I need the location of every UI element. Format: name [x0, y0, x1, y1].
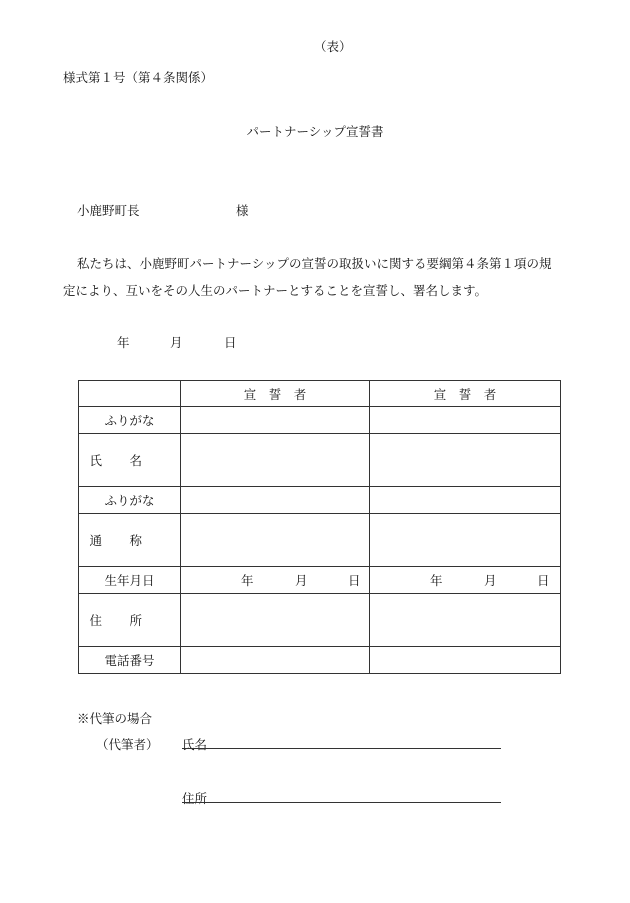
- declarant1-address-field[interactable]: [181, 594, 370, 647]
- declarant1-alias-furigana-field[interactable]: [181, 487, 370, 514]
- furigana-row: [79, 407, 561, 434]
- alias-furigana-row: [79, 487, 561, 514]
- declarant2-header: 宣 誓 者: [370, 381, 561, 407]
- proxy-name-field[interactable]: [182, 748, 501, 749]
- address-row: [79, 594, 561, 647]
- proxy-name-label: 氏名: [182, 737, 208, 752]
- declarant1-birth-year-label: 年: [241, 573, 254, 588]
- page-side-label: （表）: [314, 39, 352, 54]
- proxy-address-label: 住所: [182, 791, 208, 806]
- declarant1-birth-month-label: 月: [295, 573, 308, 588]
- addressee-name: 小鹿野町長: [77, 203, 140, 218]
- declarant-table: [78, 380, 561, 674]
- declarant1-alias-field[interactable]: [181, 514, 370, 567]
- declarant1-birth-day-label: 日: [348, 573, 361, 588]
- birthdate-row: [79, 567, 561, 594]
- declarant2-birthdate-field[interactable]: [370, 567, 561, 594]
- declaration-text-line1: 私たちは、小鹿野町パートナーシップの宣誓の取扱いに関する要綱第４条第１項の規: [77, 256, 552, 271]
- name-row: [79, 434, 561, 487]
- name-label: 氏名: [79, 434, 181, 487]
- date-day-label: 日: [224, 335, 237, 350]
- declarant1-header: 宣 誓 者: [181, 381, 370, 407]
- declarant2-furigana-field[interactable]: [370, 407, 561, 434]
- proxy-label: （代筆者）: [96, 737, 159, 752]
- declarant2-birth-year-label: 年: [430, 573, 443, 588]
- declarant1-birthdate-field[interactable]: [181, 567, 370, 594]
- birthdate-label: 生年月日: [79, 567, 181, 594]
- address-label: 住所: [79, 594, 181, 647]
- date-month-label: 月: [170, 335, 183, 350]
- form-number: 様式第１号（第４条関係）: [63, 70, 214, 85]
- table-header-row: [79, 381, 561, 407]
- declarant2-alias-field[interactable]: [370, 514, 561, 567]
- document-title: パートナーシップ宣誓書: [246, 124, 384, 139]
- alias-row: [79, 514, 561, 567]
- phone-label: 電話番号: [79, 647, 181, 674]
- alias-furigana-label: ふりがな: [79, 487, 181, 514]
- declarant1-furigana-field[interactable]: [181, 407, 370, 434]
- declarant2-phone-field[interactable]: [370, 647, 561, 674]
- phone-row: [79, 647, 561, 674]
- addressee-honorific: 様: [236, 203, 249, 218]
- furigana-label: ふりがな: [79, 407, 181, 434]
- declaration-text-line2: 定により、互いをその人生のパートナーとすることを宣誓し、署名します。: [63, 283, 488, 298]
- declarant2-alias-furigana-field[interactable]: [370, 487, 561, 514]
- header-empty-cell: [79, 381, 181, 407]
- declarant2-name-field[interactable]: [370, 434, 561, 487]
- declarant2-address-field[interactable]: [370, 594, 561, 647]
- proxy-address-field[interactable]: [182, 802, 501, 803]
- declarant1-name-field[interactable]: [181, 434, 370, 487]
- date-year-label: 年: [117, 335, 130, 350]
- proxy-note: ※代筆の場合: [77, 711, 153, 726]
- alias-label: 通称: [79, 514, 181, 567]
- declarant2-birth-month-label: 月: [484, 573, 497, 588]
- declarant1-phone-field[interactable]: [181, 647, 370, 674]
- declarant2-birth-day-label: 日: [537, 573, 550, 588]
